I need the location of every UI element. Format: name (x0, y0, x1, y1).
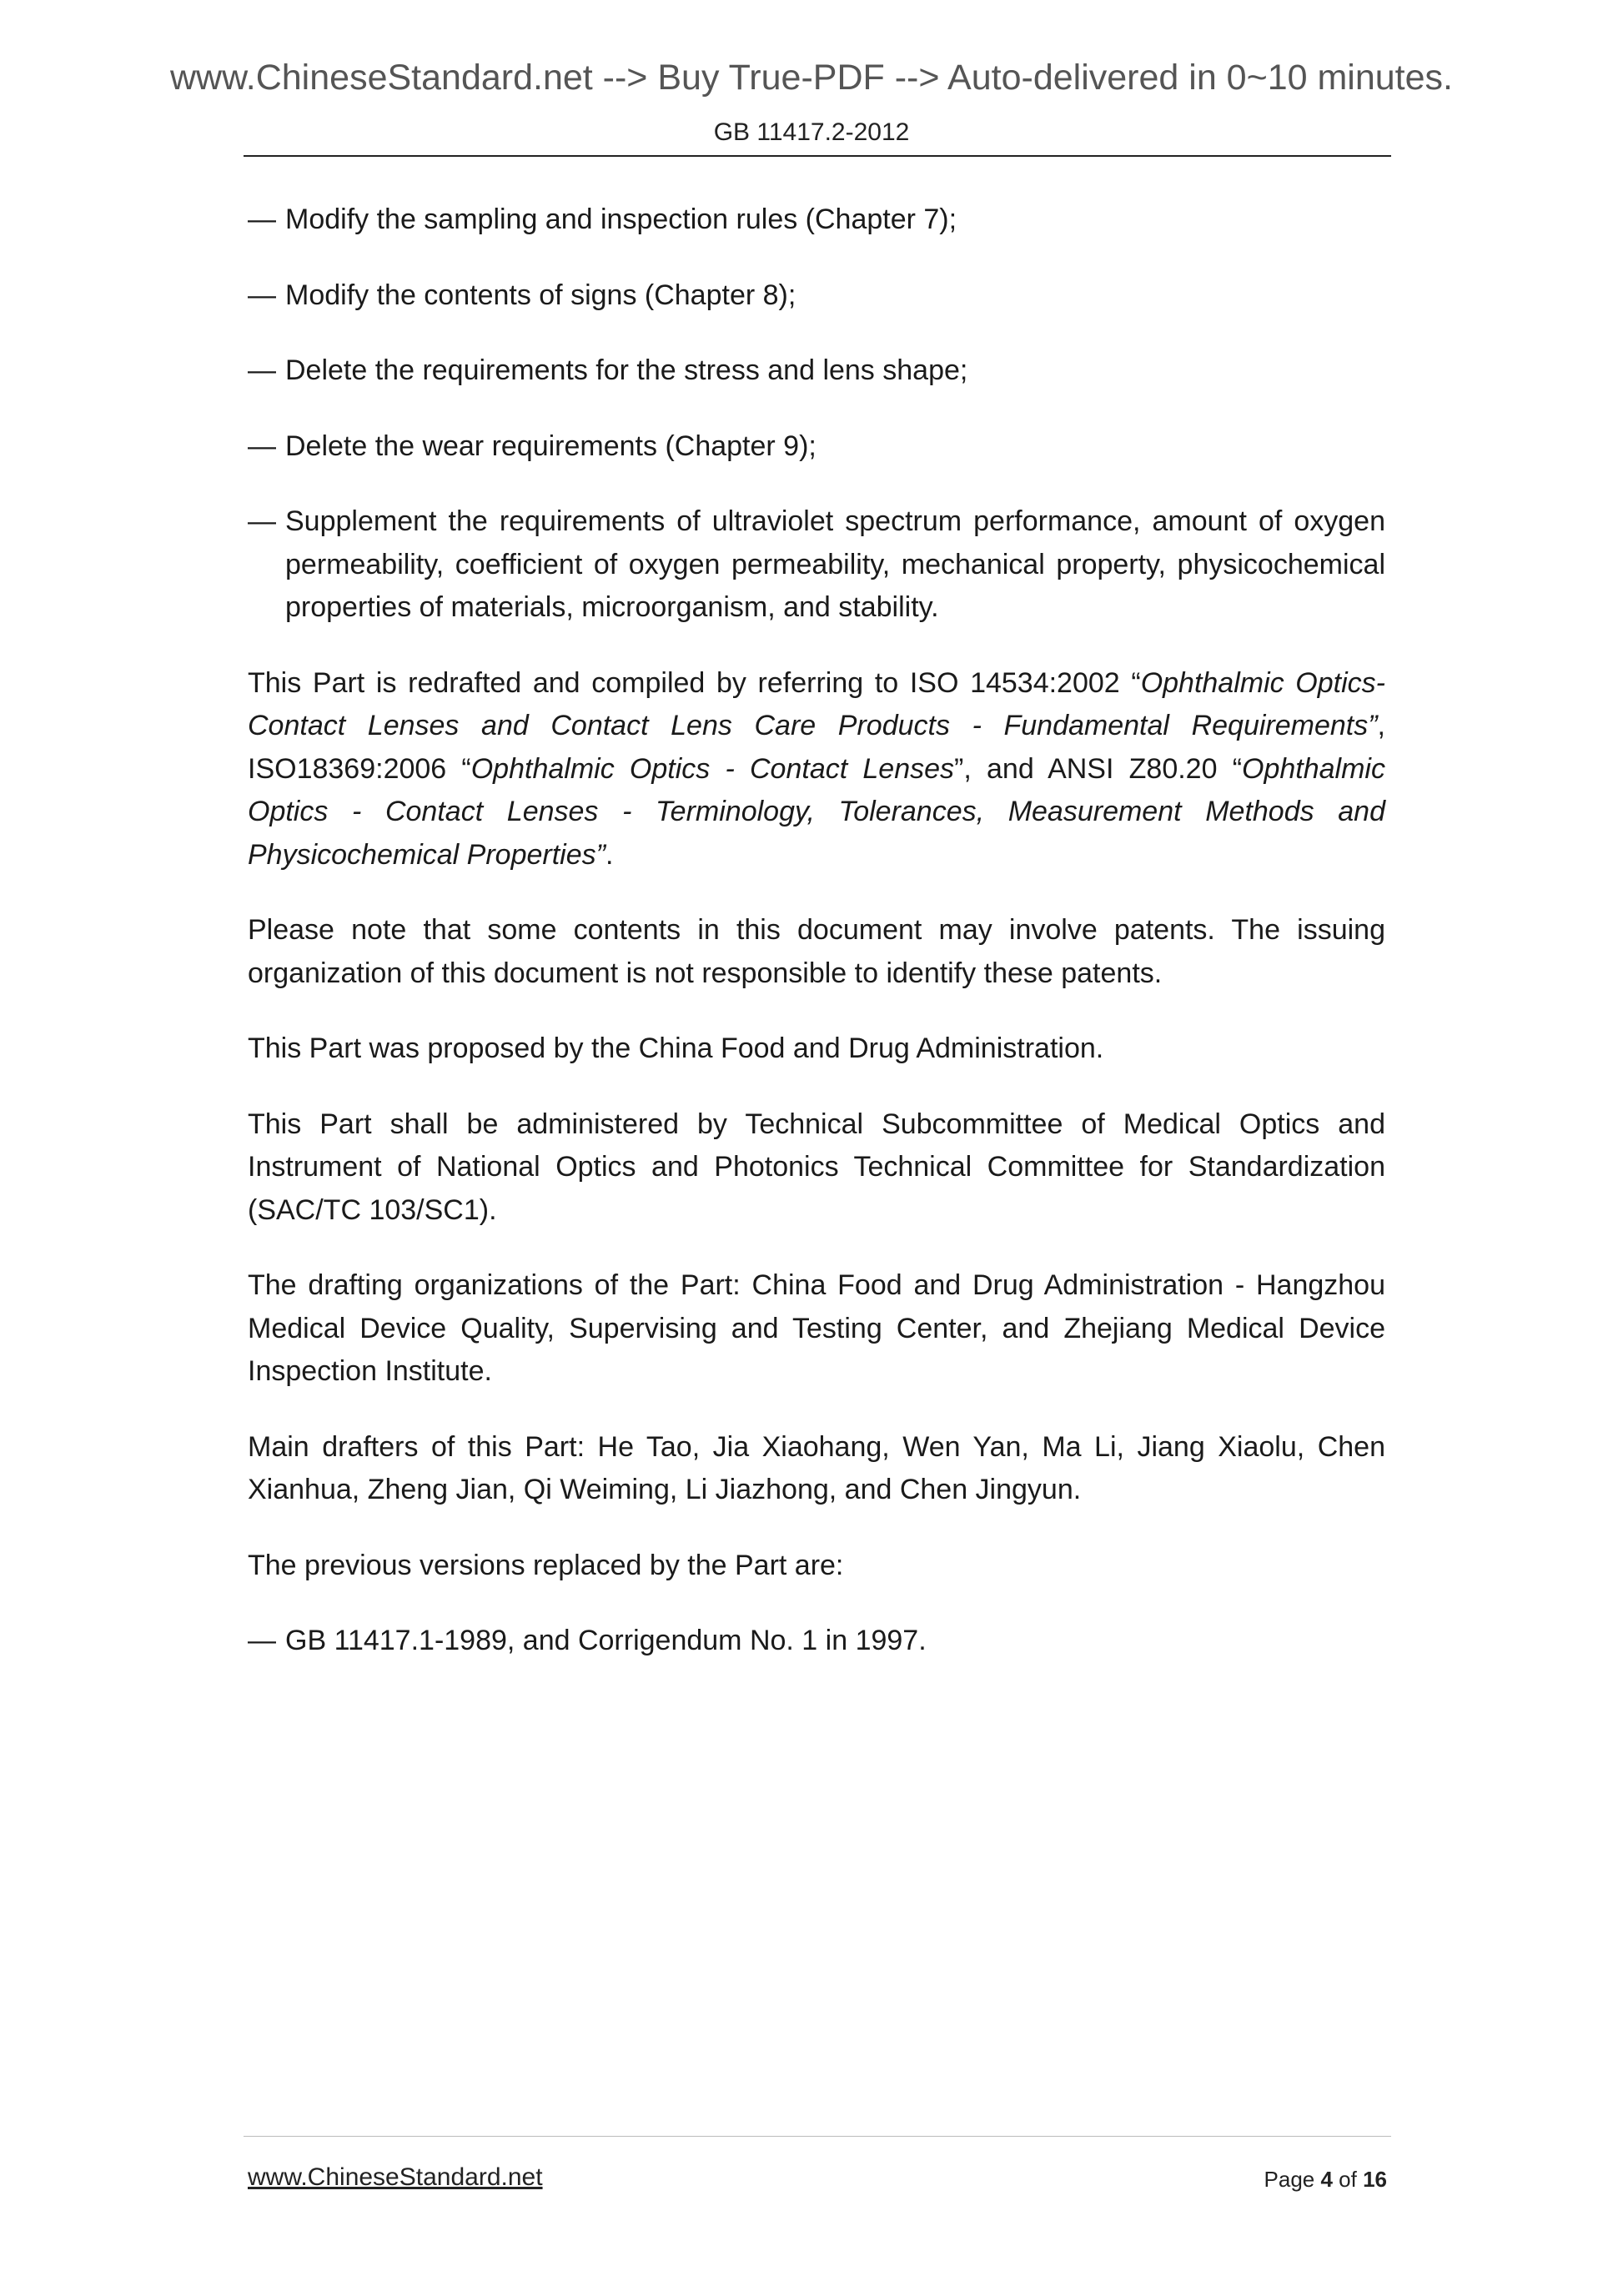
ref-text: , ISO18369:2006 “ (248, 710, 1385, 785)
page-prefix: Page (1264, 2167, 1321, 2192)
bullet-item (248, 198, 1385, 242)
bullet-item (248, 274, 1385, 318)
proposer-paragraph: This Part was proposed by the China Food and Drug Administration. (248, 1032, 1104, 1064)
bullet-item (248, 1620, 1385, 1663)
dash-marker: — (248, 354, 276, 386)
bullet-text: Modify the contents of signs (Chapter 8); (285, 279, 796, 311)
bullet-item (248, 425, 1385, 469)
dash-marker: — (248, 1625, 276, 1656)
bullet-text: Delete the wear requirements (Chapter 9); (285, 430, 817, 462)
ref-text: . (605, 838, 614, 871)
header-divider (244, 155, 1391, 157)
bullet-text: GB 11417.1-1989, and Corrigendum No. 1 in 1997. (285, 1625, 927, 1656)
ref-text: ”, and ANSI Z80.20 “ (954, 752, 1243, 785)
ref-title-iso18369: Ophthalmic Optics - Contact Lenses (470, 752, 955, 785)
bullet-text: Delete the requirements for the stress and lens shape; (285, 354, 968, 386)
drafting-organizations: The drafting organizations of the Part: China Food and Drug Administration - Hangzhou Medical Device Quality, Supervising and Testing Center, and Zhejiang Medical Device Inspection Institute. (248, 1269, 1385, 1387)
bullet-text: Modify the sampling and inspection rules (Chapter 7); (285, 203, 957, 235)
bullet-text: Supplement the requirements of ultraviolet spectrum performance, amount of oxygen permeability, coefficient of oxygen permeability, mechanical property, physicochemical properties of materials, microorganism, and stability. (285, 505, 1385, 623)
previous-versions-intro: The previous versions replaced by the Part are: (248, 1549, 844, 1581)
dash-marker: — (248, 203, 276, 235)
dash-marker: — (248, 430, 276, 462)
footer-divider (244, 2136, 1391, 2137)
standard-code: GB 11417.2-2012 (713, 118, 910, 146)
document-body (248, 198, 1385, 1696)
ref-text: This Part is redrafted and compiled by referring to ISO 14534:2002 “ (248, 666, 1141, 699)
footer-site-link[interactable]: www.ChineseStandard.net (248, 2163, 543, 2191)
page-total: 16 (1363, 2167, 1387, 2192)
page-of: of (1332, 2167, 1364, 2192)
patent-notice: Please note that some contents in this document may involve patents. The issuing organization of this document is not responsible to identify these patents. (248, 914, 1385, 989)
dash-marker: — (248, 505, 276, 537)
site-banner: www.ChineseStandard.net --> Buy True-PDF --> Auto-delivered in 0~10 minutes. (169, 58, 1453, 98)
main-drafters: Main drafters of this Part: He Tao, Jia Xiaohang, Wen Yan, Ma Li, Jiang Xiaolu, Chen Xianhua, Zheng Jian, Qi Weiming, Li Jiazhong, and Chen Jingyun. (248, 1430, 1385, 1505)
page-number (1264, 2168, 1387, 2190)
ref-title-ansi-z80: Ophthalmic Optics - Contact Lenses - Terminology, Tolerances, Measurement Methods and Physicochemical Properties” (248, 752, 1385, 871)
dash-marker: — (248, 279, 276, 311)
bullet-item (248, 349, 1385, 393)
references-paragraph (248, 662, 1385, 877)
administrator-paragraph: This Part shall be administered by Technical Subcommittee of Medical Optics and Instrument of National Optics and Photonics Technical Committee for Standardization (SAC/TC 103/SC1). (248, 1108, 1385, 1226)
page-current: 4 (1320, 2167, 1333, 2192)
bullet-item (248, 500, 1385, 630)
ref-title-iso14534: Ophthalmic Optics-Contact Lenses and Contact Lens Care Products - Fundamental Requirements” (248, 666, 1385, 741)
